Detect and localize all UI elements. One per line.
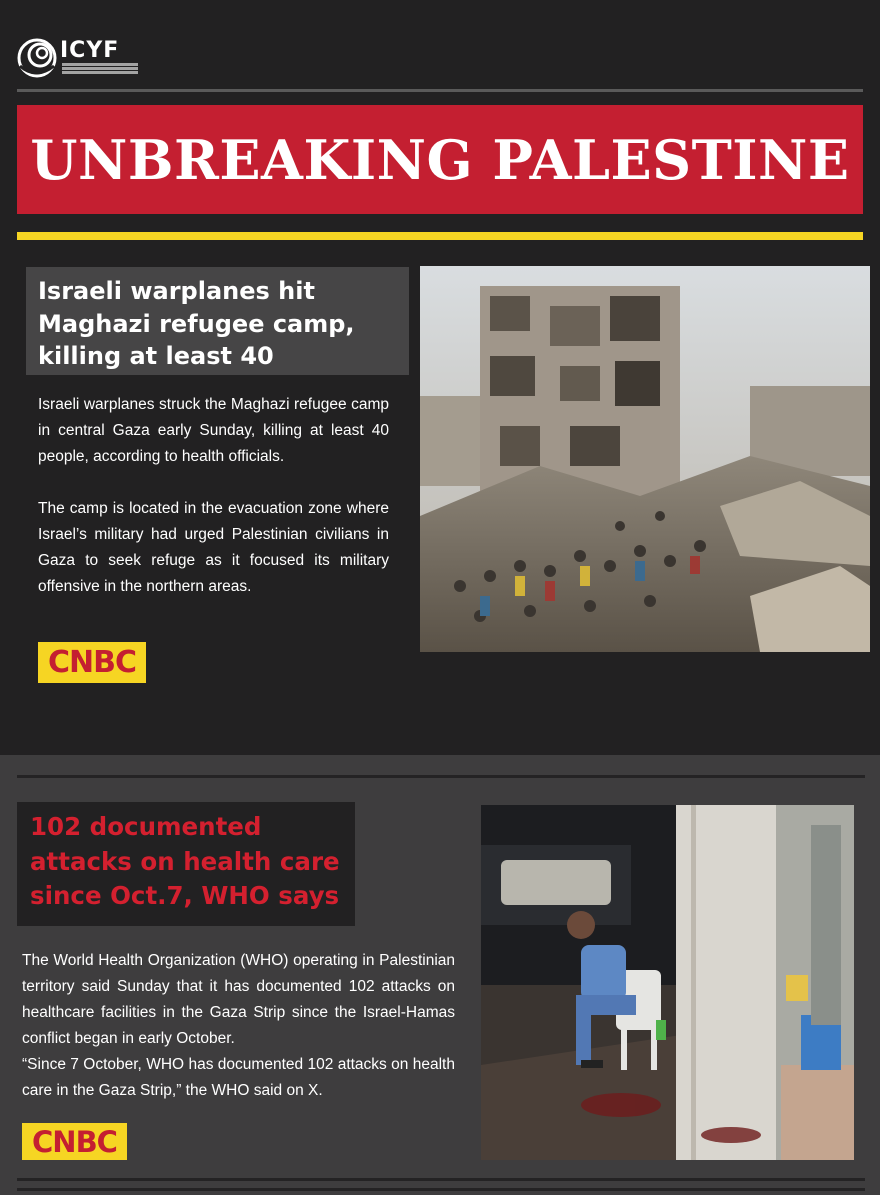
- icyf-logo[interactable]: [16, 36, 126, 80]
- divider-middle: [17, 775, 865, 778]
- story1-headline: Israeli warplanes hit Maghazi refugee camp, killing at least 40: [38, 277, 355, 370]
- logo-subtitle: [62, 63, 138, 75]
- story2-paragraph: “Since 7 October, WHO has documented 102 attacks on health care in the Gaza Strip,” the WHO said on X.: [22, 1056, 455, 1099]
- story1-source-badge[interactable]: [38, 642, 146, 683]
- yellow-divider: [17, 232, 863, 240]
- banner-title: UNBREAKING PALESTINE: [30, 127, 850, 192]
- story2-body: [22, 948, 455, 1104]
- story2-headline: 102 documented attacks on health care since Oct.7, WHO says: [30, 812, 340, 910]
- story1-paragraph: The camp is located in the evacuation zone where Israel’s military had urged Palestinian civilians in Gaza to seek refuge as it focused its military offensive in the northern areas.: [38, 500, 389, 595]
- title-banner: [17, 105, 863, 214]
- rubble-photo-illustration: [420, 266, 870, 652]
- story1-body: [38, 392, 389, 600]
- logo-swirl-icon: [16, 36, 60, 80]
- story1-photo-rubble: [420, 266, 870, 652]
- divider-bottom-second: [17, 1188, 865, 1191]
- divider-top: [17, 89, 863, 92]
- story2-source-label: CNBC: [32, 1124, 117, 1159]
- divider-bottom: [17, 1178, 865, 1181]
- story2-headline-box: [17, 802, 355, 926]
- logo-wordmark: ICYF: [60, 38, 120, 63]
- hospital-photo-illustration: [481, 805, 854, 1160]
- story2-paragraph: The World Health Organization (WHO) operating in Palestinian territory said Sunday that it has documented 102 attacks on healthcare facilities in the Gaza Strip since the Israel-Hamas conflict began in early October.: [22, 952, 455, 1047]
- story1-headline-box: [26, 267, 409, 375]
- story2-source-badge[interactable]: [22, 1123, 127, 1160]
- story1-source-label: CNBC: [47, 645, 136, 680]
- story2-photo-hospital: [481, 805, 854, 1160]
- story1-paragraph: Israeli warplanes struck the Maghazi refugee camp in central Gaza early Sunday, killing at least 40 people, according to health officials.: [38, 396, 389, 465]
